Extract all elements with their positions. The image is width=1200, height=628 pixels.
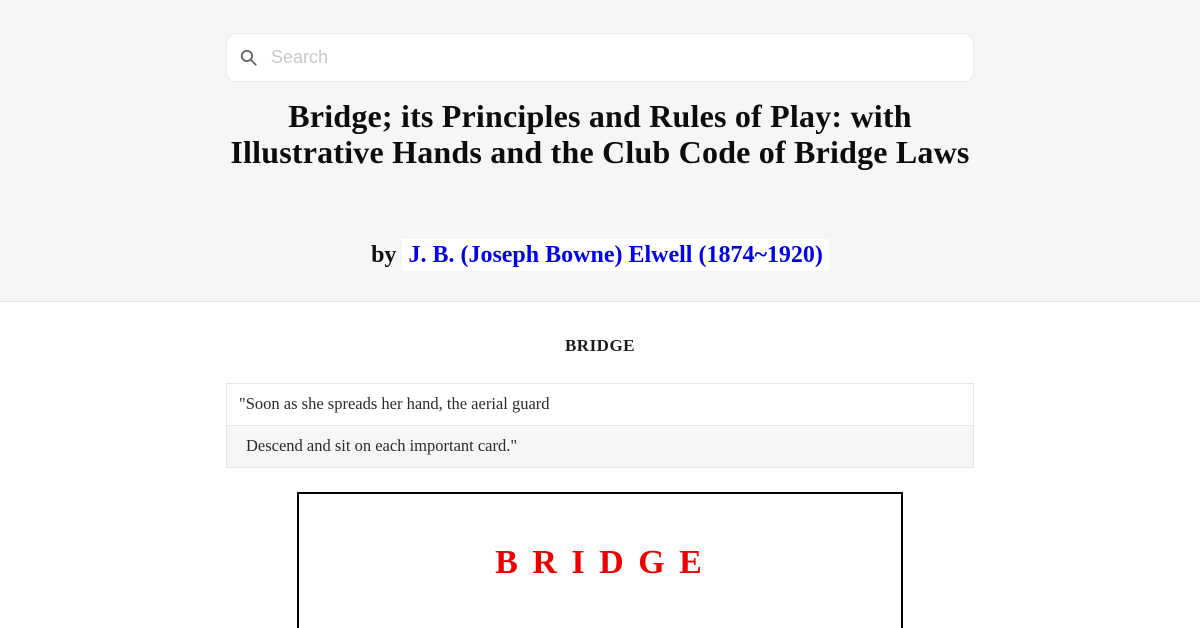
content-section <box>0 302 1200 628</box>
author-link[interactable]: J. B. (Joseph Bowne) Elwell (1874~1920) <box>402 239 828 271</box>
section-heading: BRIDGE <box>564 336 636 355</box>
search-input[interactable] <box>226 33 974 82</box>
card-title: B R I D G E <box>495 544 705 581</box>
quote-table <box>226 383 974 468</box>
byline <box>0 242 1200 269</box>
quote-line: Descend and sit on each important card." <box>227 425 973 467</box>
search-bar <box>226 33 974 82</box>
book-title-card <box>297 492 903 628</box>
page-title: Bridge; its Principles and Rules of Play: with Illustrative Hands and the Club Code of Bridge Laws <box>230 98 970 170</box>
quote-line: "Soon as she spreads her hand, the aerial guard <box>227 384 973 425</box>
hero-section <box>0 0 1200 302</box>
byline-prefix: by <box>371 242 397 268</box>
